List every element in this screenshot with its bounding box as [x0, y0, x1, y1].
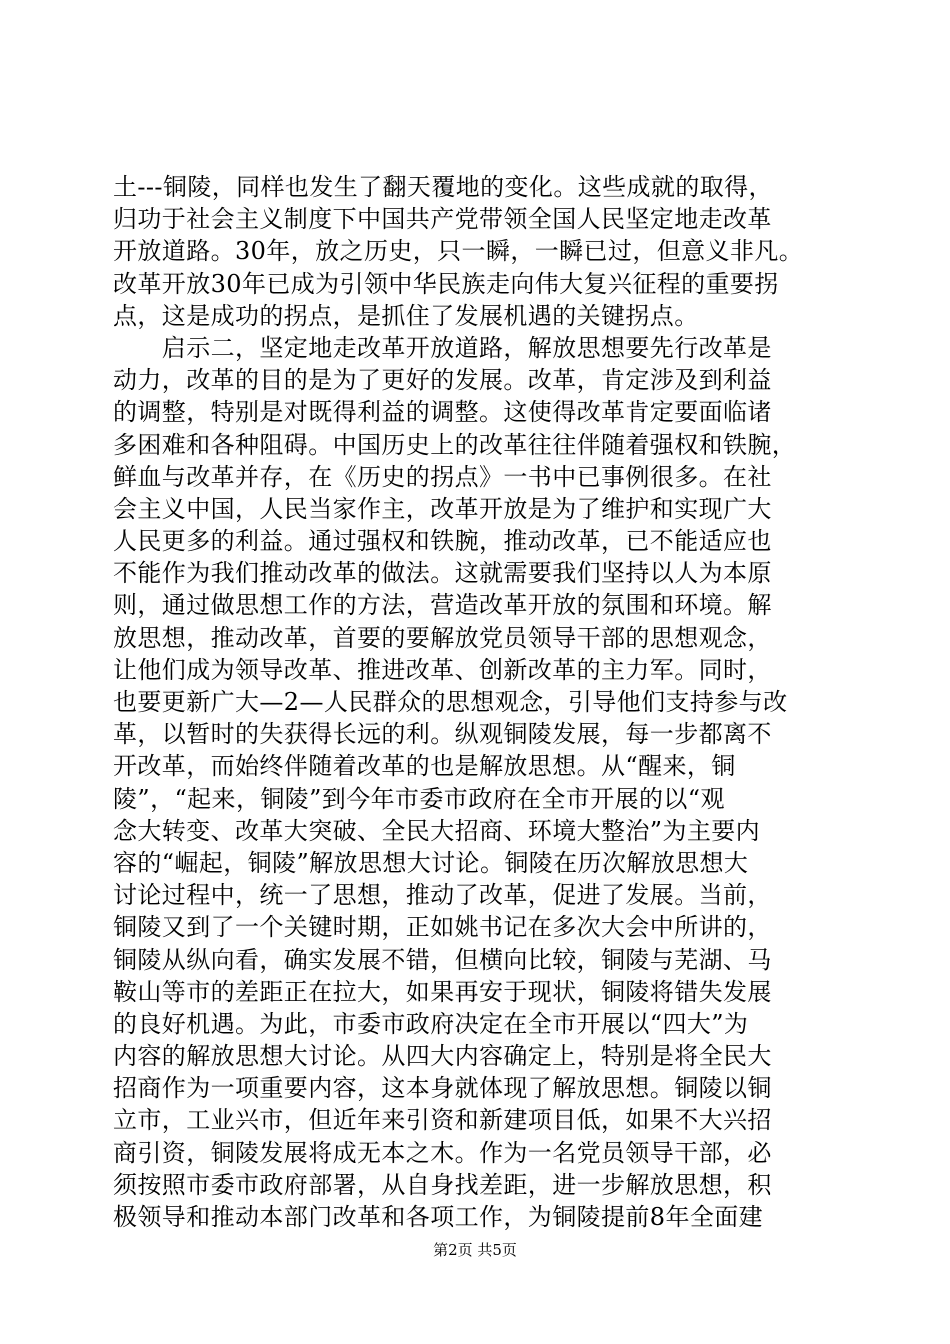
- text-line: 动力，改革的目的是为了更好的发展。改革，肯定涉及到利益: [113, 366, 772, 395]
- text-line: 开放道路。30年，放之历史，只一瞬，一瞬已过，但意义非凡。: [113, 237, 804, 266]
- text-line: 不能作为我们推动改革的做法。这就需要我们坚持以人为本原: [113, 559, 772, 588]
- page-footer: 第2页 共5页: [433, 1241, 517, 1259]
- text-line: 陵”，“起来，铜陵”到今年市委市政府在全市开展的以“观: [113, 784, 725, 813]
- text-line: 革，以暂时的失获得长远的利。纵观铜陵发展，每一步都离不: [113, 720, 772, 749]
- text-line: 启示二，坚定地走改革开放道路，解放思想要先行改革是: [113, 333, 772, 362]
- text-line: 放思想，推动改革，首要的要解放党员领导干部的思想观念，: [113, 623, 772, 652]
- text-line: 念大转变、改革大突破、全民大招商、环境大整治”为主要内: [113, 816, 761, 845]
- text-line: 铜陵从纵向看，确实发展不错，但横向比较，铜陵与芜湖、马: [113, 945, 772, 974]
- text-line: 人民更多的利益。通过强权和铁腕，推动改革，已不能适应也: [113, 527, 772, 556]
- text-line: 归功于社会主义制度下中国共产党带领全国人民坚定地走改革: [113, 205, 772, 234]
- text-line: 鲜血与改革并存，在《历史的拐点》一书中已事例很多。在社: [113, 462, 772, 491]
- text-line: 会主义中国，人民当家作主，改革开放是为了维护和实现广大: [113, 494, 772, 523]
- text-line: 土---铜陵，同样也发生了翻天覆地的变化。这些成就的取得，: [113, 173, 773, 201]
- text-line: 鞍山等市的差距正在拉大，如果再安于现状，铜陵将错失发展: [113, 977, 772, 1006]
- text-line: 商引资，铜陵发展将成无本之木。作为一名党员领导干部，必: [113, 1138, 772, 1167]
- text-line: 的良好机遇。为此，市委市政府决定在全市开展以“四大”为: [113, 1009, 749, 1038]
- text-line: 讨论过程中，统一了思想，推动了改革，促进了发展。当前，: [113, 881, 772, 910]
- text-line: 开改革，而始终伴随着改革的也是解放思想。从“醒来，铜: [113, 752, 736, 781]
- text-line: 则，通过做思想工作的方法，营造改革开放的氛围和环境。解: [113, 591, 772, 620]
- text-line: 也要更新广大—2—人民群众的思想观念，引导他们支持参与改: [113, 688, 788, 716]
- text-line: 容的“崛起，铜陵”解放思想大讨论。铜陵在历次解放思想大: [113, 848, 749, 877]
- text-line: 内容的解放思想大讨论。从四大内容确定上，特别是将全民大: [113, 1042, 772, 1071]
- text-line: 点，这是成功的拐点，是抓住了发展机遇的关键拐点。: [113, 301, 699, 330]
- text-line: 须按照市委市政府部署，从自身找差距，进一步解放思想，积: [113, 1170, 772, 1199]
- text-line: 改革开放30年已成为引领中华民族走向伟大复兴征程的重要拐: [113, 269, 779, 298]
- text-line: 多困难和各种阻碍。中国历史上的改革往往伴随着强权和铁腕，: [113, 430, 797, 459]
- body-text: [113, 171, 853, 1233]
- text-line: 极领导和推动本部门改革和各项工作，为铜陵提前8年全面建: [113, 1203, 764, 1231]
- text-line: 立市，工业兴市，但近年来引资和新建项目低，如果不大兴招: [113, 1106, 772, 1135]
- text-line: 让他们成为领导改革、推进改革、创新改革的主力军。同时，: [113, 655, 772, 684]
- text-line: 招商作为一项重要内容，这本身就体现了解放思想。铜陵以铜: [113, 1074, 772, 1103]
- text-line: 的调整，特别是对既得利益的调整。这使得改革肯定要面临诸: [113, 398, 772, 427]
- text-line: 铜陵又到了一个关键时期，正如姚书记在多次大会中所讲的，: [113, 913, 772, 942]
